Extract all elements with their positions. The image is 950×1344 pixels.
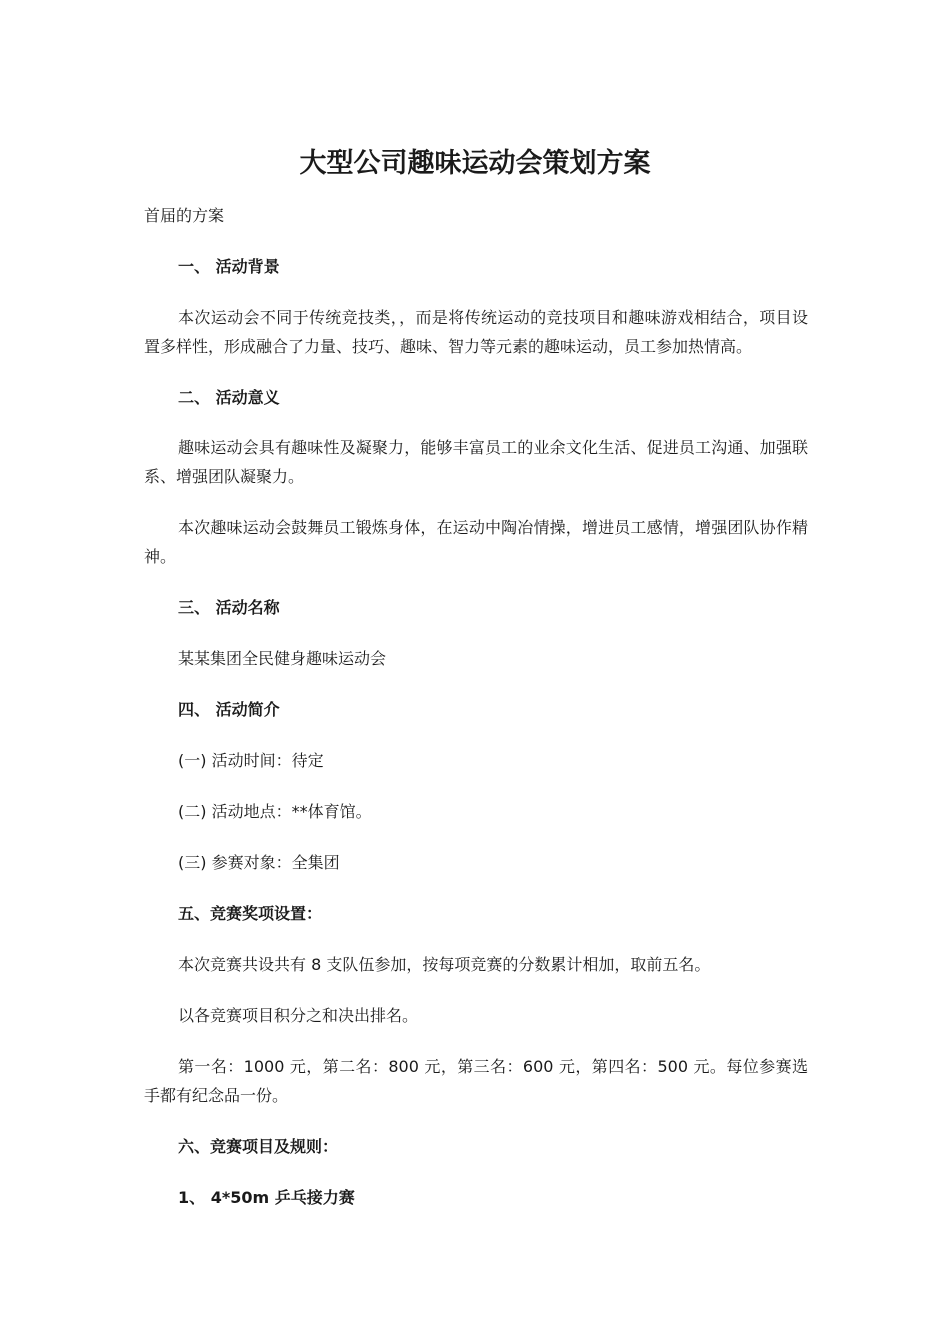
section-heading-background: 一、 活动背景 (178, 257, 280, 276)
document-subtitle: 首届的方案 (144, 206, 225, 225)
intro-participants: (三) 参赛对象：全集团 (178, 853, 340, 872)
intro-place: (二) 活动地点：**体育馆。 (178, 802, 372, 821)
document-title: 大型公司趣味运动会策划方案 (299, 148, 651, 179)
section-heading-events: 六、竞赛项目及规则： (178, 1137, 339, 1156)
section-heading-awards: 五、竞赛奖项设置： (178, 904, 323, 923)
background-paragraph: 本次运动会不同于传统竞技类，，而是将传统运动的竞技项目和趣味游戏相结合，项目设置多样性，形成融合了力量、技巧、趣味、智力等元素的趣味运动，员工参加热情高。 (144, 308, 808, 356)
significance-paragraph-2: 本次趣味运动会鼓舞员工锻炼身体，在运动中陶冶情操，增进员工感情，增强团队协作精神。 (144, 518, 808, 566)
events-item-1: 1、 4*50m 乒乓接力赛 (178, 1188, 355, 1207)
section-heading-significance: 二、 活动意义 (178, 388, 280, 407)
awards-paragraph-1: 本次竞赛共设共有 8 支队伍参加，按每项竞赛的分数累计相加，取前五名。 (178, 955, 711, 974)
activity-name-text: 某某集团全民健身趣味运动会 (178, 649, 387, 668)
section-heading-name: 三、 活动名称 (178, 598, 280, 617)
significance-paragraph-1: 趣味运动会具有趣味性及凝聚力，能够丰富员工的业余文化生活、促进员工沟通、加强联系、增强团队凝聚力。 (144, 438, 808, 486)
awards-paragraph-3: 第一名：1000 元，第二名：800 元，第三名：600 元，第四名：500 元。每位参赛选手都有纪念品一份。 (144, 1057, 808, 1105)
section-heading-intro: 四、 活动简介 (178, 700, 280, 719)
intro-time: (一) 活动时间：待定 (178, 751, 324, 770)
awards-paragraph-2: 以各竞赛项目积分之和决出排名。 (178, 1006, 419, 1025)
